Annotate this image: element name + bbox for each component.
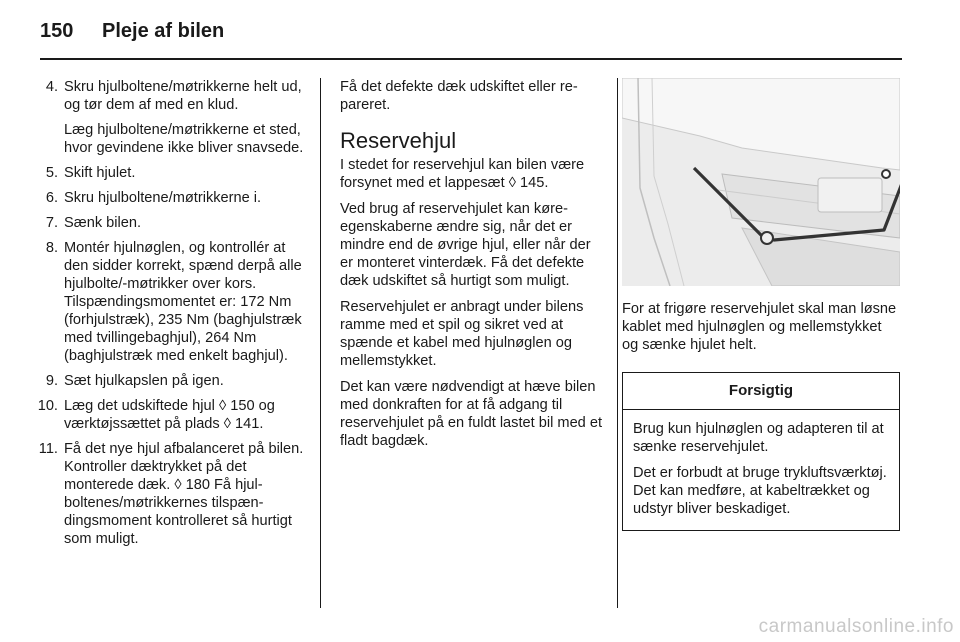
step-text: Læg det udskiftede hjul ◊ 150 og værktøjssættet på plads ◊ 141. <box>64 398 275 432</box>
step-number: 7. <box>45 215 58 231</box>
step-number: 5. <box>45 165 58 181</box>
page-title: Pleje af bilen <box>102 19 225 42</box>
body-paragraph: Reservehjulet er anbragt under bilens ramme med et spil og sikret ved at spænde et kabel med hjulnøglen og mellemstykket. <box>340 299 584 369</box>
body-paragraph: Ved brug af reservehjulet kan køreegenskaberne ændre sig, når det er mindre end de øvrige hjul, eller når der er monteret vinterdæk. Få det defekte dæk udskiftet så hurtigt som muligt. <box>340 201 591 289</box>
column-divider <box>617 78 618 608</box>
step-number: 8. <box>45 240 58 256</box>
caution-body <box>623 410 899 530</box>
watermark: carmanualsonline.info <box>758 616 954 637</box>
step-number: 10. <box>37 398 58 414</box>
step-number: 6. <box>45 190 58 206</box>
step-text: Skru hjulboltene/møtrikkerne i. <box>64 190 262 206</box>
step-number: 9. <box>45 373 58 389</box>
caution-paragraph: Det er forbudt at bruge trykluftsværktøj. Det kan medføre, at kabeltrækket og udstyr bliver beskadiget. <box>633 465 887 517</box>
body-paragraph: I stedet for reservehjul kan bilen være forsynet med et lappesæt ◊ 145. <box>340 157 585 191</box>
step-text: Skru hjulboltene/møtrikkerne helt ud, og tør dem af med en klud. <box>64 79 302 113</box>
step-number: 11. <box>38 441 58 457</box>
figure-caption: For at frigøre reservehjulet skal man løsne kablet med hjulnøglen og mellemstykket og sænke hjulet helt. <box>622 301 897 353</box>
caution-paragraph: Brug kun hjulnøglen og adapteren til at sænke reservehjulet. <box>633 421 884 455</box>
page-header <box>40 16 224 46</box>
step-item <box>38 78 308 157</box>
header-rule <box>40 58 902 60</box>
caution-title: Forsigtig <box>623 373 899 410</box>
step-text: Skift hjulet. <box>64 165 136 181</box>
steps-list <box>38 78 308 548</box>
step-text: Læg hjulboltene/møtrikkerne et sted, hvor gevindene ikke bliver snavsede. <box>64 122 304 156</box>
column-reservehjul <box>340 78 604 458</box>
body-paragraph: Det kan være nødvendigt at hæve bilen med donkraften for at få adgang til reservehjulet på en fuldt lastet bil med et fladt bagdæk. <box>340 379 603 449</box>
step-item <box>38 189 308 207</box>
step-item <box>38 164 308 182</box>
section-heading: Reservehjul <box>340 128 457 153</box>
step-item <box>38 440 308 548</box>
step-item <box>38 239 308 365</box>
step-item <box>38 372 308 390</box>
column-steps <box>38 78 308 555</box>
step-text: Sænk bilen. <box>64 215 142 231</box>
step-item <box>38 397 308 433</box>
page-number: 150 <box>40 19 74 42</box>
spare-wheel-illustration <box>622 78 900 286</box>
step-number: 4. <box>45 79 58 95</box>
step-text: Montér hjulnøglen, og kontrollér at den sidder korrekt, spænd derpå alle hjulbolte/-møtrikker over kors. Tilspændingsmomentet er: 172 Nm (forhjulstræk), 235 Nm (baghjulstræk med tvillingebaghjul), 264 Nm (baghjulstræk med enkelt baghjul). <box>64 240 302 364</box>
step-text: Sæt hjulkapslen på igen. <box>64 373 224 389</box>
step-text: Få det nye hjul afbalanceret på bilen. Kontroller dæktrykket på det monterede dæk. ◊ 180 Få hjulboltenes/møtrikkernes tilspændingsmoment kontrolleret så hurtigt som muligt. <box>64 441 304 547</box>
step-item <box>38 214 308 232</box>
column-illustration <box>622 78 900 531</box>
caution-box <box>622 372 900 531</box>
column-divider <box>320 78 321 608</box>
wrench-under-bumper-drawing <box>622 78 900 286</box>
intro-paragraph: Få det defekte dæk udskiftet eller repareret. <box>340 79 578 113</box>
